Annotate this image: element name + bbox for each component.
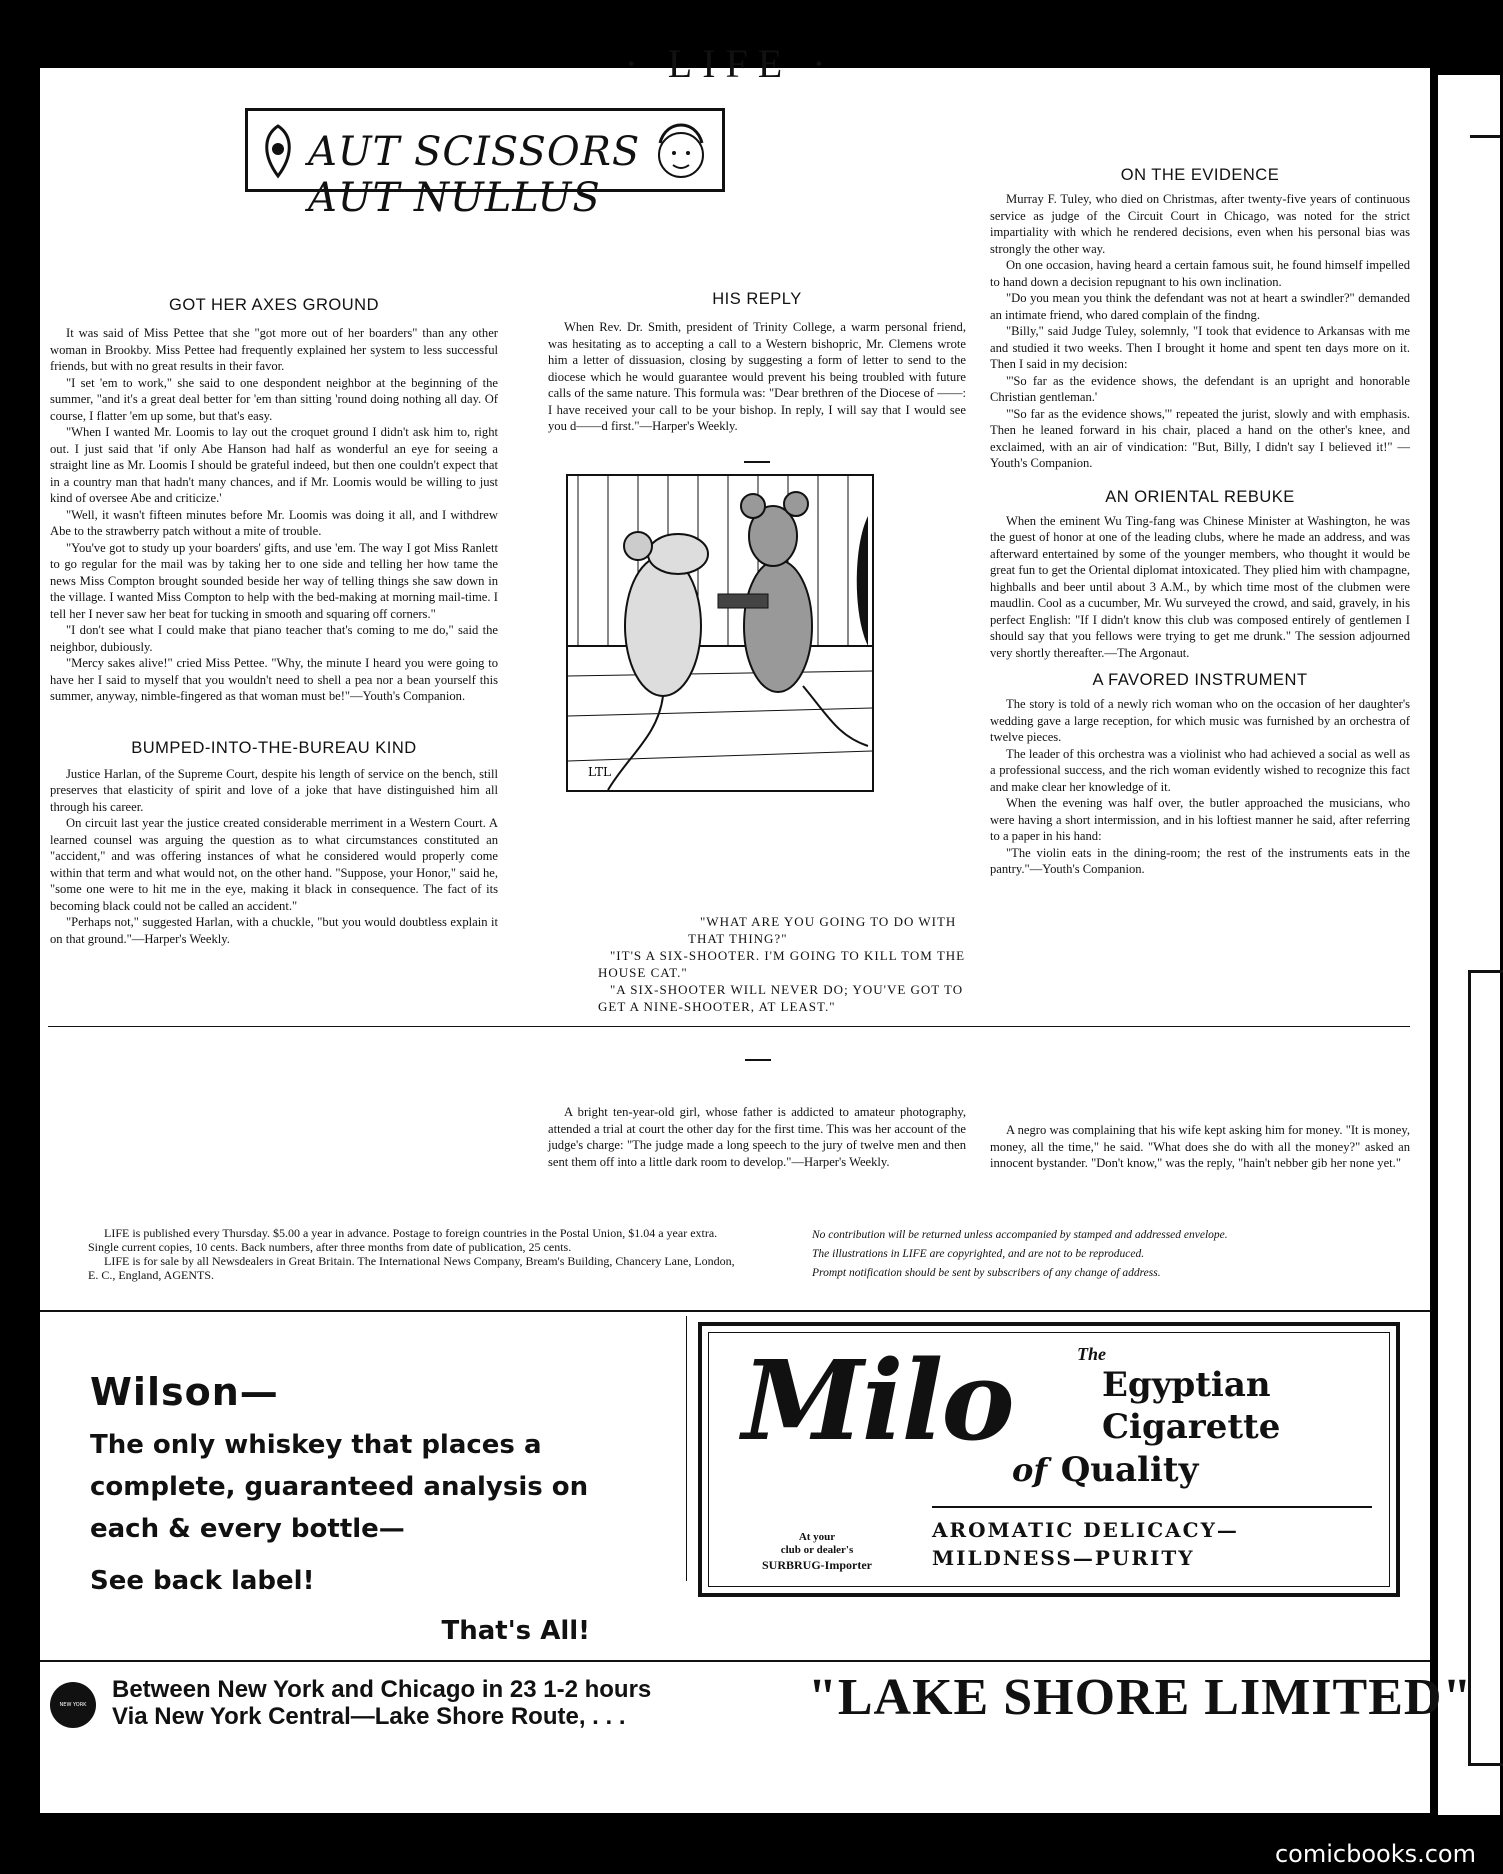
footer-rule <box>48 1026 1410 1027</box>
banner-title: AUT SCISSORS AUT NULLUS <box>308 129 641 221</box>
notice-line: LIFE is for sale by all Newsdealers in Great Britain. The International News Company, Bream's Building, Chancery Lane, London, E. C., England, AGENTS. <box>88 1254 735 1282</box>
milo-importer: SURBRUG-Importer <box>762 1558 872 1572</box>
lakeshore-route <box>112 1676 651 1730</box>
milo-slogan-1: AROMATIC DELICACY— <box>932 1518 1239 1542</box>
column-banner <box>245 108 725 221</box>
paragraph: It was said of Miss Pettee that she "got more out of her boarders" than any other woman in Brookby. Miss Pettee had frequently explained her system to less successful friends, but with no great results in their favor. <box>50 326 498 373</box>
ornament-icon <box>258 121 298 181</box>
milo-tag2: Cigarette <box>1102 1407 1281 1447</box>
next-page-edge <box>1438 75 1500 1815</box>
milo-slogan <box>932 1516 1239 1572</box>
milo-club-2: club or dealer's <box>780 1544 854 1556</box>
ad-separator <box>40 1310 1430 1312</box>
svg-text:LTL: LTL <box>588 765 611 779</box>
milo-of: of <box>1012 1451 1048 1489</box>
paragraph: "Perhaps not," suggested Harlan, with a chuckle, "but you would doubtless explain it on that ground."—Harper's Weekly. <box>50 915 498 946</box>
divider <box>744 461 770 463</box>
column-middle <box>548 290 966 463</box>
ad-divider <box>686 1316 687 1581</box>
wilson-label-note: See back label! <box>90 1566 315 1596</box>
paragraph: A bright ten-year-old girl, whose father is addicted to amateur photography, attended a trial at court the other day for the first time. This was her account of the judge's charge: "The judge made a long speech to the jury of twelve men and then sent them off into a little dark room to develop."—Harper's Weekly. <box>548 1105 966 1169</box>
paragraph: "The violin eats in the dining-room; the rest of the instruments eats in the pantry."—Youth's Companion. <box>990 845 1410 876</box>
notice-line: No contribution will be returned unless accompanied by stamped and addressed envelope. <box>812 1229 1228 1241</box>
column-left <box>50 296 498 947</box>
caption-line: "IT'S A SIX-SHOOTER. I'M GOING TO KILL TOM THE HOUSE CAT." <box>598 948 966 980</box>
wilson-brand: Wilson— <box>90 1370 279 1414</box>
milo-the: The <box>1077 1344 1106 1364</box>
site-watermark: comicbooks.com <box>1274 1840 1476 1868</box>
paragraph: "'So far as the evidence shows, the defendant is an upright and honorable Christian gentleman.' <box>990 373 1410 404</box>
milo-cigarette-ad <box>698 1322 1400 1597</box>
publication-notice <box>88 1226 740 1282</box>
paragraph: "I don't see what I could make that piano teacher that's coming to me do," said the neighbor, dubiously. <box>50 623 498 654</box>
milo-quality: Quality <box>1060 1450 1199 1490</box>
caption-line: "A SIX-SHOOTER WILL NEVER DO; YOU'VE GOT TO GET A NINE-SHOOTER, AT LEAST." <box>598 982 964 1014</box>
paragraph: A negro was complaining that his wife kept asking him for money. "It is money, money, all the time," he said. "What does she do with all the money?" asked an innocent bystander. "Don't know," was the reply, "hain't nebber gib her none yet." <box>990 1123 1410 1170</box>
new-york-central-seal-icon: NEW YORK CENTRAL LINES <box>50 1682 96 1728</box>
paragraph: On one occasion, having heard a certain famous suit, he found himself impelled to hand down a decision repugnant to his own inclination. <box>990 258 1410 289</box>
paragraph: Justice Harlan, of the Supreme Court, despite his length of service on the bench, still preserves that elasticity of spirit and love of a joke that have distinguished him all through his career. <box>50 766 498 814</box>
column-right <box>990 166 1410 878</box>
jester-face-icon <box>646 115 716 189</box>
cartoon-illustration <box>566 474 874 792</box>
paragraph: When the eminent Wu Ting-fang was Chinese Minister at Washington, he was the guest of honor at one of the leading clubs, where he made an address, and was afterward entertained by some of the younger members, who thought it would be great fun to get the Oriental diplomat intoxicated. They plied him with champagne, highballs and beer until about 3 A.M., by which time most of the clubmen were maudlin. Cool as a cucumber, Mr. Wu surveyed the crowd, and said, gravely, in his perfect English: "If I didn't know this club was composed entirely of gentlemen I should say that you fellows were trying to get me drunk." The session adjourned very shortly thereafter.—The Argonaut. <box>990 513 1410 660</box>
article-heading: BUMPED-INTO-THE-BUREAU KIND <box>131 738 417 757</box>
milo-rule <box>932 1506 1372 1508</box>
paragraph: When Rev. Dr. Smith, president of Trinity College, a warm personal friend, was hesitating as to accepting a call to a Western bishopric, Mr. Clemens wrote him a letter of dissuasion, closing by suggesting a form of letter to send to the diocese which he would guarantee would prevent his being troubled with future calls of the same nature. This formula was: "Dear brethren of the Diocese of ——: I have received your call to be your bishop. In reply, I will say that I would see you d——d first."—Harper's Weekly. <box>548 320 966 433</box>
paragraph: The leader of this orchestra was a violinist who had achieved a social as well as a professional success, and the rich woman evidently wished to recognize this fact and make clear her knowledge of it. <box>990 746 1410 794</box>
paragraph: "Well, it wasn't fifteen minutes before Mr. Loomis was doing it all, and I withdrew Abe to the strawberry patch without a mite of trouble. <box>50 507 498 538</box>
cartoon-caption <box>598 913 978 1015</box>
paragraph: "When I wanted Mr. Loomis to lay out the croquet ground I didn't ask him to, right out. I just said that 'if only Abe Hanson had half as wonderful an eye for seeing a straight line as Mr. Loomis I should be grateful indeed, but then one couldn't expect that in a country man that hadn't many chances, and if Mr. Loomis would be willing to just kind of oversee Abe and criticize.' <box>50 425 498 505</box>
article-heading: AN ORIENTAL REBUKE <box>1105 487 1295 506</box>
contribution-notice <box>812 1226 1412 1283</box>
notice-line: The illustrations in LIFE are copyrighted, and are not to be reproduced. <box>812 1248 1145 1260</box>
rats-with-revolver-drawing <box>568 476 872 790</box>
article-heading: GOT HER AXES GROUND <box>169 296 379 314</box>
lakeshore-limited-title: "LAKE SHORE LIMITED" <box>808 1669 1473 1726</box>
masthead: · LIFE · <box>624 41 836 86</box>
article-heading: A FAVORED INSTRUMENT <box>1092 671 1308 689</box>
wilson-tagline: The only whiskey that places a complete, guaranteed analysis on each & every bottle— <box>90 1430 589 1544</box>
notice-line: LIFE is published every Thursday. $5.00 a year in advance. Postage to foreign countries in the Postal Union, $1.04 a year extra. Single current copies, 10 cents. Back numbers, after three months from date of publication, 25 cents. <box>88 1226 718 1254</box>
paragraph: "You've got to study up your boarders' gifts, and use 'em. The way I got Miss Ranlett to go regular for the mail was by taking her to one side and telling her how tame the news Miss Compton brought sounded beside her way of telling things she saw down in the village. I wanted Miss Compton to help with the bed-making at morning mail-time. I tell her I never saw her beat for tucking in smooth and squaring off corners." <box>50 540 498 621</box>
paragraph: "Mercy sakes alive!" cried Miss Pettee. "Why, the minute I heard you were going to have her I said to myself that you wouldn't need to shell a pea nor a bean yourself this summer, anyway, nimble-fingered as that woman must be!"—Youth's Companion. <box>50 656 498 703</box>
paragraph: The story is told of a newly rich woman who on the occasion of her daughter's wedding gave a large reception, for which music was furnished by an orchestra of twelve pieces. <box>990 697 1410 744</box>
milo-club-1: At your <box>798 1531 836 1543</box>
divider <box>745 1059 771 1061</box>
milo-slogan-2: MILDNESS—PURITY <box>932 1546 1195 1570</box>
paragraph: On circuit last year the justice created considerable merriment in a Western Court. A learned counsel was arguing the question as to what circumstances constituted an "accident," and was offering instances of what he considered would properly come within that term and what would not, on the other hand. "Suppose, your Honor," said he, "some one were to hit me in the eye, making it black in consequence. The fact of its becoming black could not be called an accident." <box>50 816 498 913</box>
notice-line: Prompt notification should be sent by subscribers of any change of address. <box>812 1267 1161 1279</box>
paragraph: "Billy," said Judge Tuley, solemnly, "I took that evidence to Arkansas with me and studied it two weeks. Then I brought it home and spent ten days more on it. Then I said in my decision: <box>990 324 1410 371</box>
milo-tag1: Egyptian <box>1102 1365 1271 1405</box>
paragraph: Murray F. Tuley, who died on Christmas, after twenty-five years of continuous service as judge of the Circuit Court in Chicago, was noted for the strict impartiality with which he rendered decisions, even when his personal bias was strongly the other way. <box>990 192 1410 256</box>
paragraph: "I set 'em to work," she said to one despondent neighbor at the beginning of the summer, "and it's a great deal better for 'em than sitting 'round doing nothing all day. Of course, I flatter 'em up some, but that's easy. <box>50 375 498 423</box>
paragraph: When the evening was half over, the butler approached the musicians, who were having a short intermission, and in his loftiest manner he said, after referring to a paper in his hand: <box>990 796 1410 843</box>
wilson-closer: That's All! <box>441 1616 590 1646</box>
milo-brand: Milo <box>742 1336 1013 1465</box>
caption-line: "WHAT ARE YOU GOING TO DO WITH THAT THING?" <box>688 914 957 946</box>
paragraph: "Do you mean you think the defendant was not at heart a swindler?" demanded an intimate friend, who dared complain of the findng. <box>990 291 1410 322</box>
article-heading: ON THE EVIDENCE <box>1120 166 1280 184</box>
milo-where-to-buy <box>742 1531 892 1572</box>
milo-tagline <box>1102 1364 1280 1448</box>
lakeshore-line-1: Between New York and Chicago in 23 1-2 hours <box>112 1676 652 1703</box>
column-right-bottom <box>990 1122 1410 1172</box>
wilson-whiskey-ad <box>90 1370 650 1646</box>
lakeshore-line-2: Via New York Central—Lake Shore Route, . . . <box>112 1703 626 1730</box>
paragraph: "'So far as the evidence shows,'" repeated the jurist, slowly and with emphasis. Then he leaned forward in his chair, placed a hand on the other's knee, and exclaimed, with an air of vindication: "But, Billy, I didn't say I believed it!" —Youth's Companion. <box>990 406 1410 470</box>
ad-rule <box>40 1660 1430 1662</box>
column-middle-bottom <box>548 1104 966 1170</box>
milo-quality-line <box>1012 1450 1198 1490</box>
article-heading: HIS REPLY <box>712 290 802 308</box>
